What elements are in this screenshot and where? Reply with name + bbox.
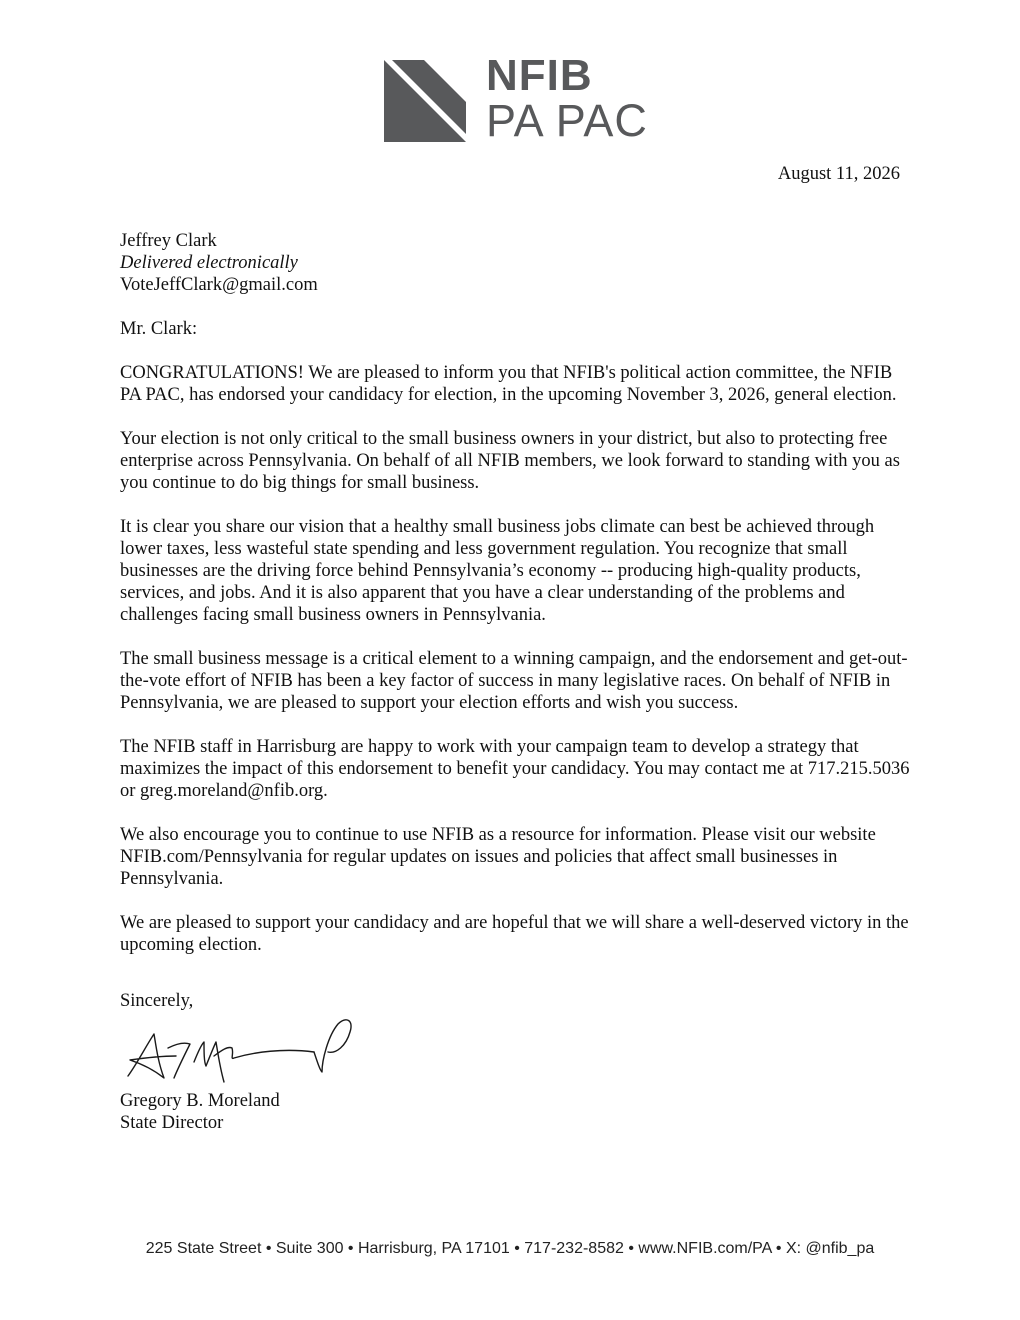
letter-date: August 11, 2026 (777, 164, 900, 184)
delivery-method: Delivered electronically (120, 253, 298, 273)
closing: Sincerely, (120, 991, 194, 1011)
letter-paragraph: We are pleased to support your candidacy and are hopeful that we will share a well-deserved victory in the upcoming election. (120, 913, 909, 955)
signer-title: State Director (120, 1113, 224, 1133)
nfib-pa-pac-logo (384, 51, 648, 146)
recipient-address-block (120, 230, 910, 296)
nfib-logo-mark-icon (384, 60, 466, 142)
salutation: Mr. Clark: (120, 319, 198, 339)
letter-paragraph: The small business message is a critical element to a winning campaign, and the endorsement and get-out-the-vote effort of NFIB has been a key factor of success in many legislative races. On behalf of NFIB in Pennsylvania, we are pleased to support your election efforts and wish you success. (120, 649, 908, 713)
footer-contact-line: 225 State Street • Suite 300 • Harrisburg, PA 17101 • 717-232-8582 • www.NFIB.com/PA • X: @nfib_pa (145, 1240, 875, 1257)
letter-paragraph: The NFIB staff in Harrisburg are happy to work with your campaign team to develop a strategy that maximizes the impact of this endorsement to benefit your candidacy. You may contact me at 717.215.5036 or greg.moreland@nfib.org. (120, 737, 910, 801)
letter-paragraph: Your election is not only critical to the small business owners in your district, but also to protecting free enterprise across Pennsylvania. On behalf of all NFIB members, we look forward to standing with you as you continue to do big things for small business. (120, 429, 900, 493)
letter-paragraph: CONGRATULATIONS! We are pleased to inform you that NFIB's political action committee, the NFIB PA PAC, has endorsed your candidacy for election, in the upcoming November 3, 2026, general election. (120, 363, 897, 405)
logo-text-pa-pac: PA PAC (486, 95, 648, 146)
signer-name: Gregory B. Moreland (120, 1091, 280, 1111)
letter-paragraph: It is clear you share our vision that a healthy small business jobs climate can best be achieved through lower taxes, less wasteful state spending and less government regulation. You recognize that small businesses are the driving force behind Pennsylvania’s economy -- producing high-quality products, services, and jobs. And it is also apparent that you have a clear understanding of the problems and challenges facing small business owners in Pennsylvania. (120, 517, 875, 625)
letter-paragraph: We also encourage you to continue to use NFIB as a resource for information. Please visit our website NFIB.com/Pennsylvania for regular updates on issues and policies that affect small businesses in Pennsylvania. (120, 825, 876, 889)
letter-body (120, 230, 910, 1134)
recipient-name: Jeffrey Clark (120, 231, 217, 251)
handwritten-signature (124, 1016, 364, 1090)
logo-text-nfib: NFIB (486, 51, 593, 100)
recipient-email: VoteJeffClark@gmail.com (120, 275, 318, 295)
